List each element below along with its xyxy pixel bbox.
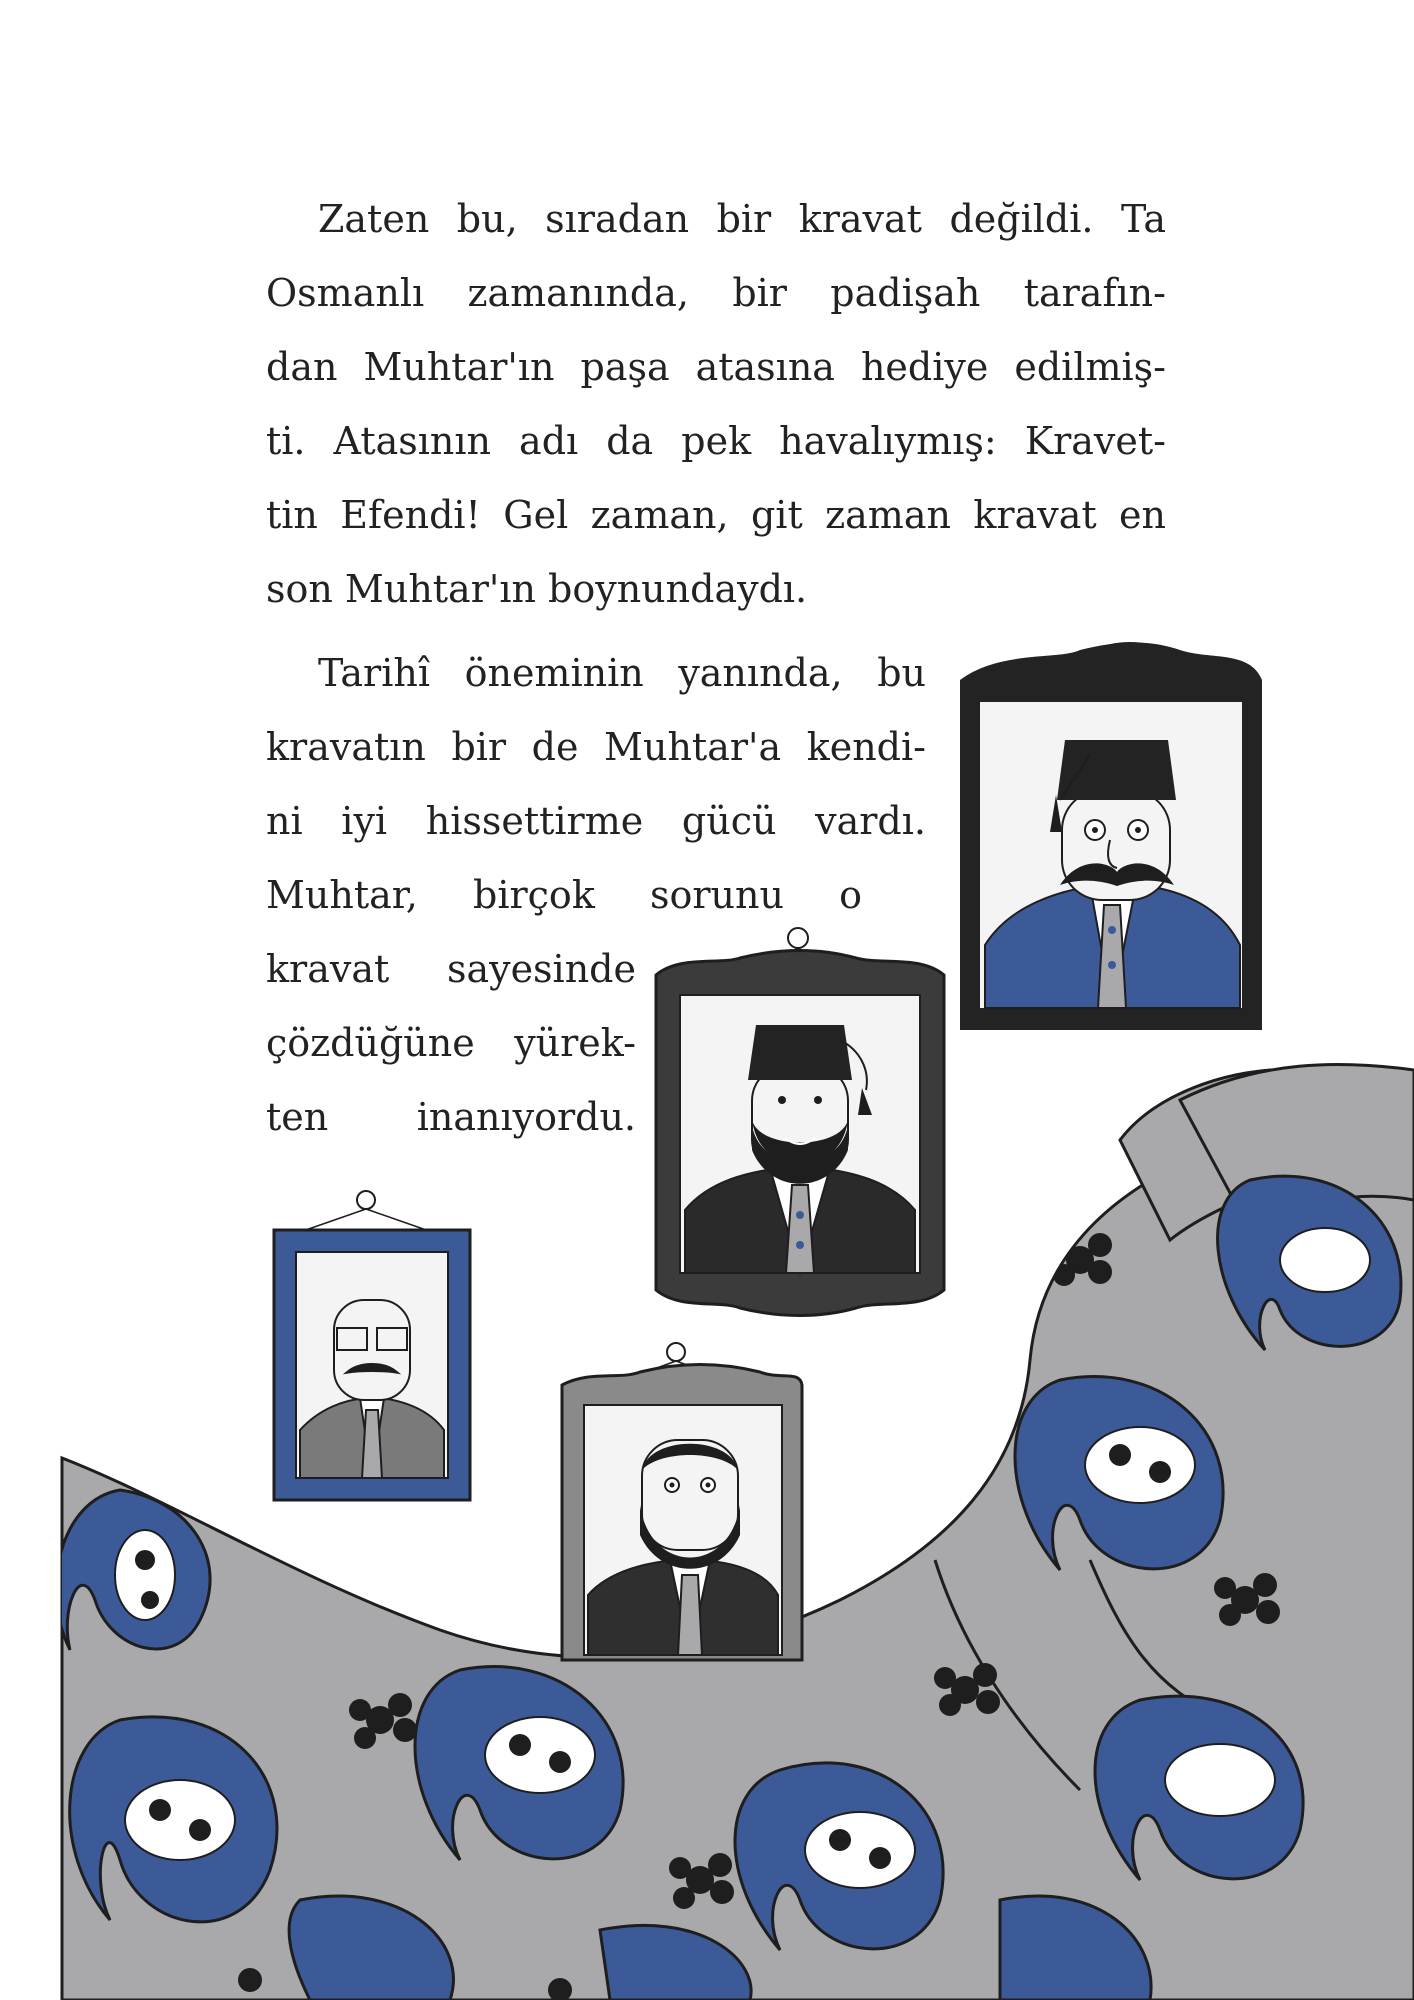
text-line: dan Muhtar'ın paşa atasına hediye edilmiş- <box>266 345 1166 389</box>
text-line: ti. Atasının adı da pek havalıymış: Kravet- <box>266 419 1166 463</box>
text-line: kravat sayesinde <box>266 947 636 991</box>
text-line: çözdüğüne yürek- <box>266 1021 636 1065</box>
text-line: son Muhtar'ın boynundaydı. <box>266 567 808 611</box>
portrait-beard <box>562 1343 802 1660</box>
text-line: kravatın bir de Muhtar'a kendi- <box>266 725 926 769</box>
text-line: Muhtar, birçok sorunu o <box>266 873 862 917</box>
text-line: tin Efendi! Gel zaman, git zaman kravat en <box>266 493 1166 537</box>
portrait-fez-beard <box>656 928 944 1316</box>
text-line: ten inanıyordu. <box>266 1095 636 1139</box>
text-line: Zaten bu, sıradan bir kravat değildi. Ta <box>318 197 1166 241</box>
portrait-glasses <box>274 1191 470 1500</box>
portrait-fez-mustache <box>960 642 1262 1030</box>
text-line: Tarihî öneminin yanında, bu <box>318 651 926 695</box>
text-line: Osmanlı zamanında, bir padişah tarafın- <box>266 271 1166 315</box>
text-line: ni iyi hissettirme gücü vardı. <box>266 799 926 843</box>
